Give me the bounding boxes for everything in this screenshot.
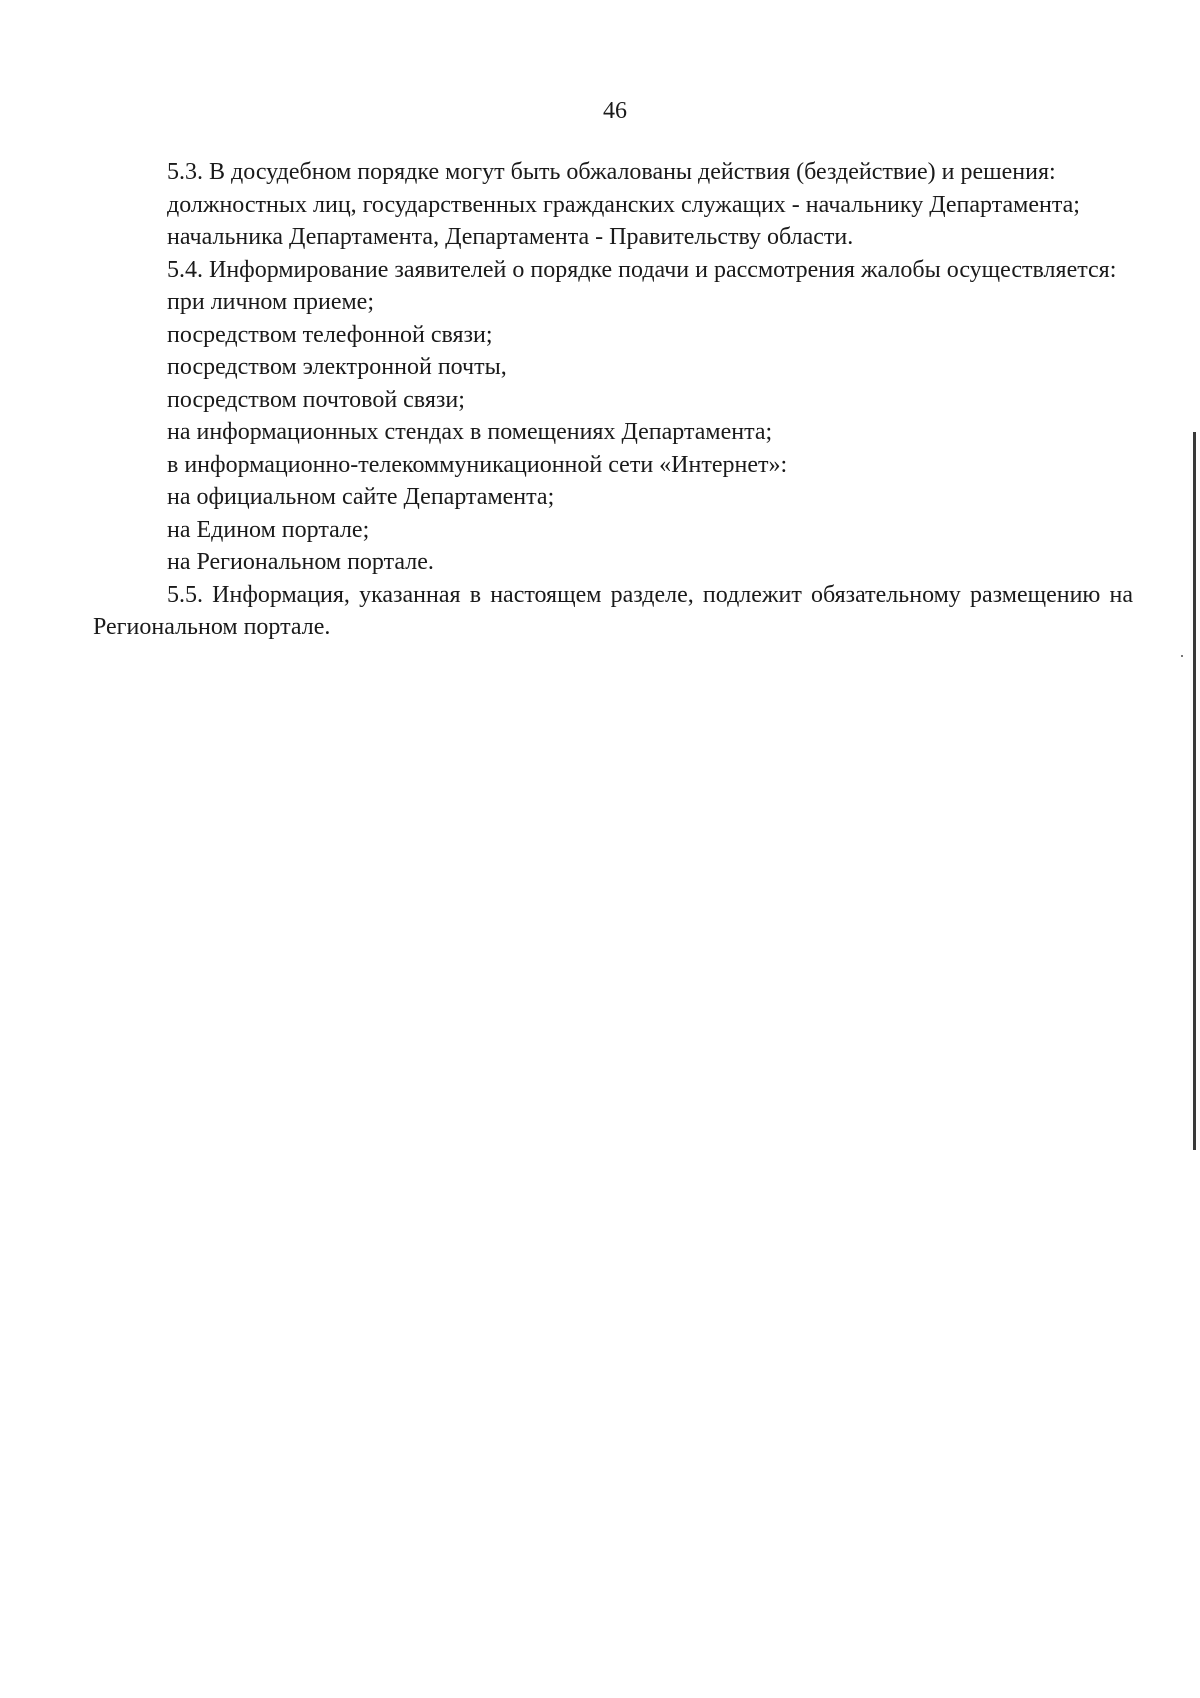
- paragraph-5-4: 5.4. Информирование заявителей о порядке подачи и рассмотрения жалобы осуществляется:: [167, 256, 1117, 283]
- paragraph-5-3-head: начальника Департамента, Департамента - Правительству области.: [167, 224, 854, 250]
- list-item: посредством электронной почты,: [167, 354, 507, 380]
- document-body: [93, 156, 1133, 644]
- page-number: 46: [603, 98, 627, 124]
- paragraph-5-3: 5.3. В досудебном порядке могут быть обжалованы действия (бездействие) и решения:: [167, 159, 1056, 185]
- paragraph-5-5: 5.5. Информация, указанная в настоящем разделе, подлежит обязательному размещению на Региональном портале.: [93, 581, 1133, 640]
- list-item: на Региональном портале.: [167, 549, 434, 575]
- scan-speck: [1181, 655, 1183, 657]
- list-item: на Едином портале;: [167, 516, 370, 543]
- list-item: на официальном сайте Департамента;: [167, 484, 555, 510]
- list-item: при личном приеме;: [167, 289, 374, 315]
- list-item: на информационных стендах в помещениях Департамента;: [167, 419, 773, 445]
- list-item: в информационно-телекоммуникационной сети «Интернет»:: [167, 451, 788, 478]
- paragraph-5-3-officials: должностных лиц, государственных гражданских служащих - начальнику Департамента;: [167, 191, 1080, 218]
- list-item: посредством почтовой связи;: [167, 386, 465, 413]
- scan-edge-line: [1193, 432, 1196, 1150]
- list-item: посредством телефонной связи;: [167, 321, 493, 348]
